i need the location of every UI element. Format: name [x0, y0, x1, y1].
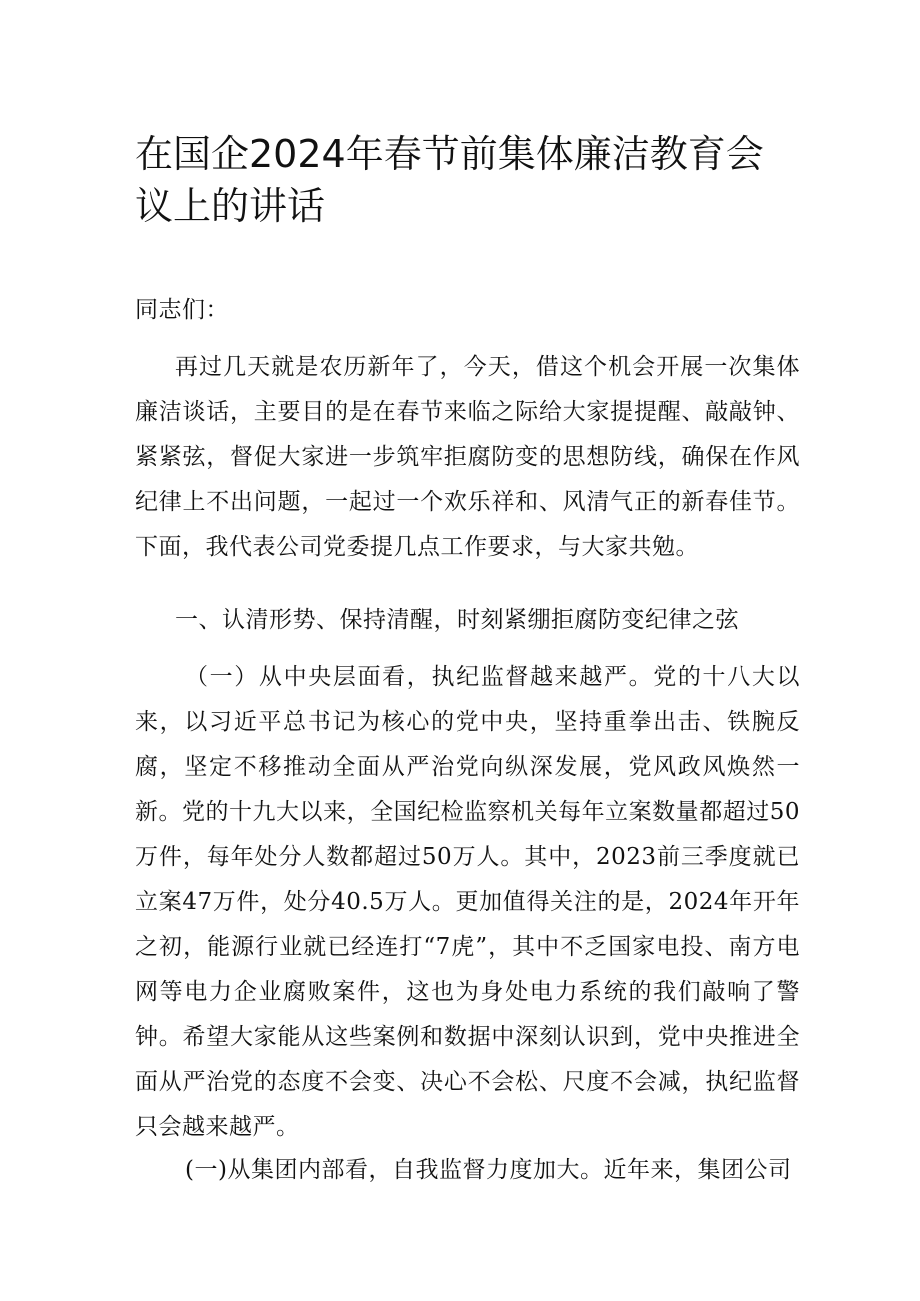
- subsection-paragraph-2: (一)从集团内部看，自我监督力度加大。近年来，集团公司: [185, 1157, 792, 1183]
- intro-paragraph: 再过几天就是农历新年了，今天，借这个机会开展一次集体廉洁谈话，主要目的是在春节来临之际给大家提提醒、敲敲钟、紧紧弦，督促大家进一步筑牢拒腐防变的思想防线，确保在作风纪律上不出问题，一起过一个欢乐祥和、风清气正的新春佳节。下面，我代表公司党委提几点工作要求，与大家共勉。: [135, 354, 800, 560]
- subsection-paragraph-1: （一）从中央层面看，执纪监督越来越严。党的十八大以来，以习近平总书记为核心的党中央，坚持重拳出击、铁腕反腐，坚定不移推动全面从严治党向纵深发展，党风政风焕然一新。党的十九大以来，全国纪检监察机关每年立案数量都超过50万件，每年处分人数都超过50万人。其中，2023前三季度就已立案47万件，处分40.5万人。更加值得关注的是，2024年开年之初，能源行业就已经连打“7虎”，其中不乏国家电投、南方电网等电力企业腐败案件，这也为身处电力系统的我们敲响了警钟。希望大家能从这些案例和数据中深刻认识到，党中央推进全面从严治党的态度不会变、决心不会松、尺度不会减，执纪监督只会越来越严。: [135, 664, 800, 1140]
- salutation: 同志们：: [135, 297, 229, 323]
- document-title: 在国企2024年春节前集体廉洁教育会议上的讲话: [135, 132, 764, 228]
- section-heading-1: 一、认清形势、保持清醒，时刻紧绷拒腐防变纪律之弦: [175, 607, 739, 633]
